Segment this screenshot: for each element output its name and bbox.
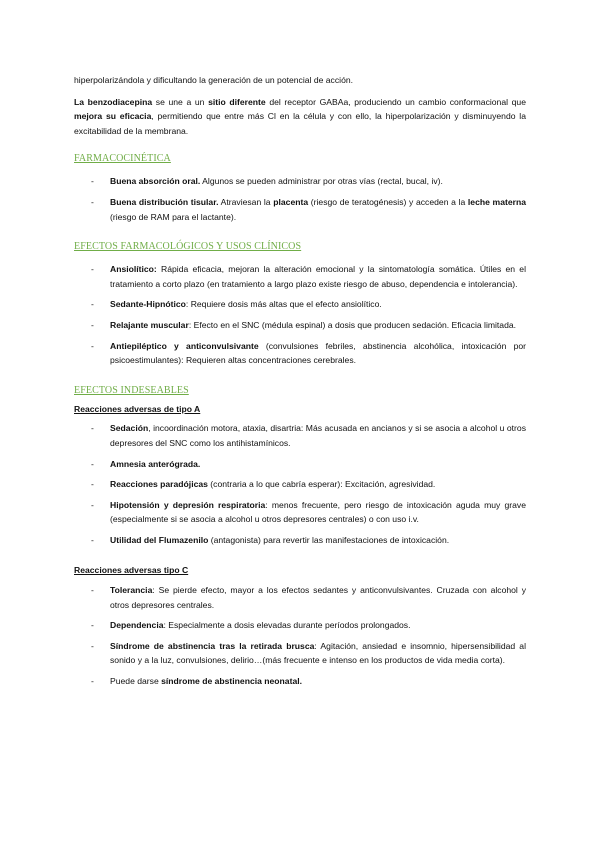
bold-text: Reacciones paradójicas (110, 479, 208, 490)
text: (convulsiones febriles, abstinencia alcohólica, intoxicación por psicoestimulantes): Requieren altas concentraciones cerebrales. (110, 340, 526, 366)
bullet-dash: - (91, 479, 94, 490)
text: : Agitación, ansiedad e insomnio, hipersensibilidad al sonido y a la luz, convulsiones, delirio…(más frecuente e intenso en los productos de vida media corta). (110, 640, 526, 666)
list-item (74, 457, 526, 472)
bullet-dash: - (91, 458, 94, 469)
text: (riesgo de RAM para el lactante). (110, 211, 237, 222)
benzodiacepina-paragraph (74, 95, 526, 139)
heading-efectos-indeseables: EFECTOS INDESEABLES (74, 384, 189, 396)
bold-text: Síndrome de abstinencia tras la retirada brusca (110, 640, 315, 651)
bullet-dash: - (91, 299, 94, 310)
bold-text: La benzodiacepina (74, 96, 153, 107)
document-body (74, 73, 526, 705)
bold-text: síndrome de abstinencia neonatal. (161, 676, 303, 687)
bullet-dash: - (91, 620, 94, 631)
list-item (74, 583, 526, 612)
bullet-dash: - (91, 196, 94, 207)
bullet-dash: - (91, 534, 94, 545)
text: : Especialmente a dosis elevadas durante períodos prolongados. (163, 620, 411, 631)
list-item (74, 297, 526, 312)
subheading-tipo-a: Reacciones adversas de tipo A (74, 403, 201, 414)
list-item (74, 674, 526, 689)
bold-text: Utilidad del Flumazenilo (110, 534, 209, 545)
list-item (74, 477, 526, 492)
text: del receptor GABAa, produciendo un cambio conformacional que (265, 96, 526, 107)
list-item (74, 639, 526, 668)
text: Puede darse (110, 676, 162, 687)
tipo-a-list (74, 421, 526, 547)
bullet-dash: - (91, 319, 94, 330)
list-item (74, 262, 526, 291)
bullet-dash: - (91, 340, 94, 351)
subheading-tipo-c: Reacciones adversas tipo C (74, 565, 189, 576)
list-item (74, 618, 526, 633)
bullet-dash: - (91, 423, 94, 434)
bullet-dash: - (91, 676, 94, 687)
farmacocinetica-list (74, 174, 526, 224)
text: (contraria a lo que cabría esperar): Excitación, agresividad. (207, 479, 436, 490)
intro-line: hiperpolarizándola y dificultando la generación de un potencial de acción. (74, 75, 354, 85)
text: , permitiendo que entre más Cl en la célula y con ello, la hiperpolarización y disminuyendo la excitabilidad de la membrana. (74, 111, 526, 136)
text: Algunos se pueden administrar por otras vías (rectal, bucal, iv). (200, 176, 443, 187)
bold-text: Buena absorción oral. (110, 176, 201, 187)
bold-text: sitio diferente (208, 96, 266, 107)
text: : Requiere dosis más altas que el efecto ansiolítico. (185, 299, 382, 310)
bullet-dash: - (91, 640, 94, 651)
bullet-dash: - (91, 585, 94, 596)
text: : menos frecuente, pero riesgo de intoxicación aguda muy grave (especialmente si se asocia a alcohol u otros depresores centrales) o con uso i.v. (110, 499, 526, 525)
text: : Se pierde efecto, mayor a los efectos sedantes y anticonvulsivantes. Cruzada con alcohol y otros depresores centrales. (110, 585, 526, 610)
heading-efectos-farmacologicos: EFECTOS FARMACOLÓGICOS Y USOS CLÍNICOS (74, 241, 302, 253)
list-item (74, 421, 526, 450)
bold-text: Relajante muscular (110, 319, 189, 330)
bold-text: Buena distribución tisular. (110, 196, 219, 207)
list-item (74, 195, 526, 224)
bullet-dash: - (91, 499, 94, 510)
tipo-c-list (74, 583, 526, 689)
text: (riesgo de teratogénesis) y acceden a la (308, 196, 468, 207)
text: Atraviesan la (218, 196, 274, 207)
bold-text: Sedación (110, 423, 149, 434)
list-item (74, 533, 526, 548)
efectos-list (74, 262, 526, 368)
text: se une a un (152, 96, 209, 107)
list-item (74, 339, 526, 368)
list-item (74, 174, 526, 189)
bullet-dash: - (91, 176, 94, 187)
bullet-dash: - (91, 264, 94, 275)
bold-text: Tolerancia (110, 585, 153, 596)
heading-farmacocinetica: FARMACOCINÉTICA (74, 153, 171, 165)
bold-text: Hipotensión y depresión respiratoria (110, 499, 266, 510)
bold-text: leche materna (467, 196, 526, 207)
text: , incoordinación motora, ataxia, disartria: Más acusada en ancianos y si se asocia a alcohol u otros depresores del SNC como los antihistamínicos. (110, 423, 526, 448)
bold-text: Dependencia (110, 620, 164, 631)
bold-text: mejora su eficacia (74, 111, 152, 122)
bold-text: Sedante-Hipnótico (110, 299, 186, 310)
text: : Efecto en el SNC (médula espinal) a dosis que producen sedación. Eficacia limitada. (188, 319, 517, 330)
bold-text: Amnesia anterógrada. (110, 458, 201, 469)
text: (antagonista) para revertir las manifestaciones de intoxicación. (208, 534, 450, 545)
list-item (74, 498, 526, 527)
bold-text: Antiepiléptico y anticonvulsivante (110, 340, 259, 351)
list-item (74, 318, 526, 333)
bold-text: Ansiolítico: (110, 264, 157, 275)
bold-text: placenta (273, 196, 309, 207)
text: Rápida eficacia, mejoran la alteración emocional y la sintomatología somática. Útiles en el tratamiento a corto plazo (en tratamiento a largo plazo existe riesgo de abuso, dependencia e intolerancia). (110, 264, 526, 289)
